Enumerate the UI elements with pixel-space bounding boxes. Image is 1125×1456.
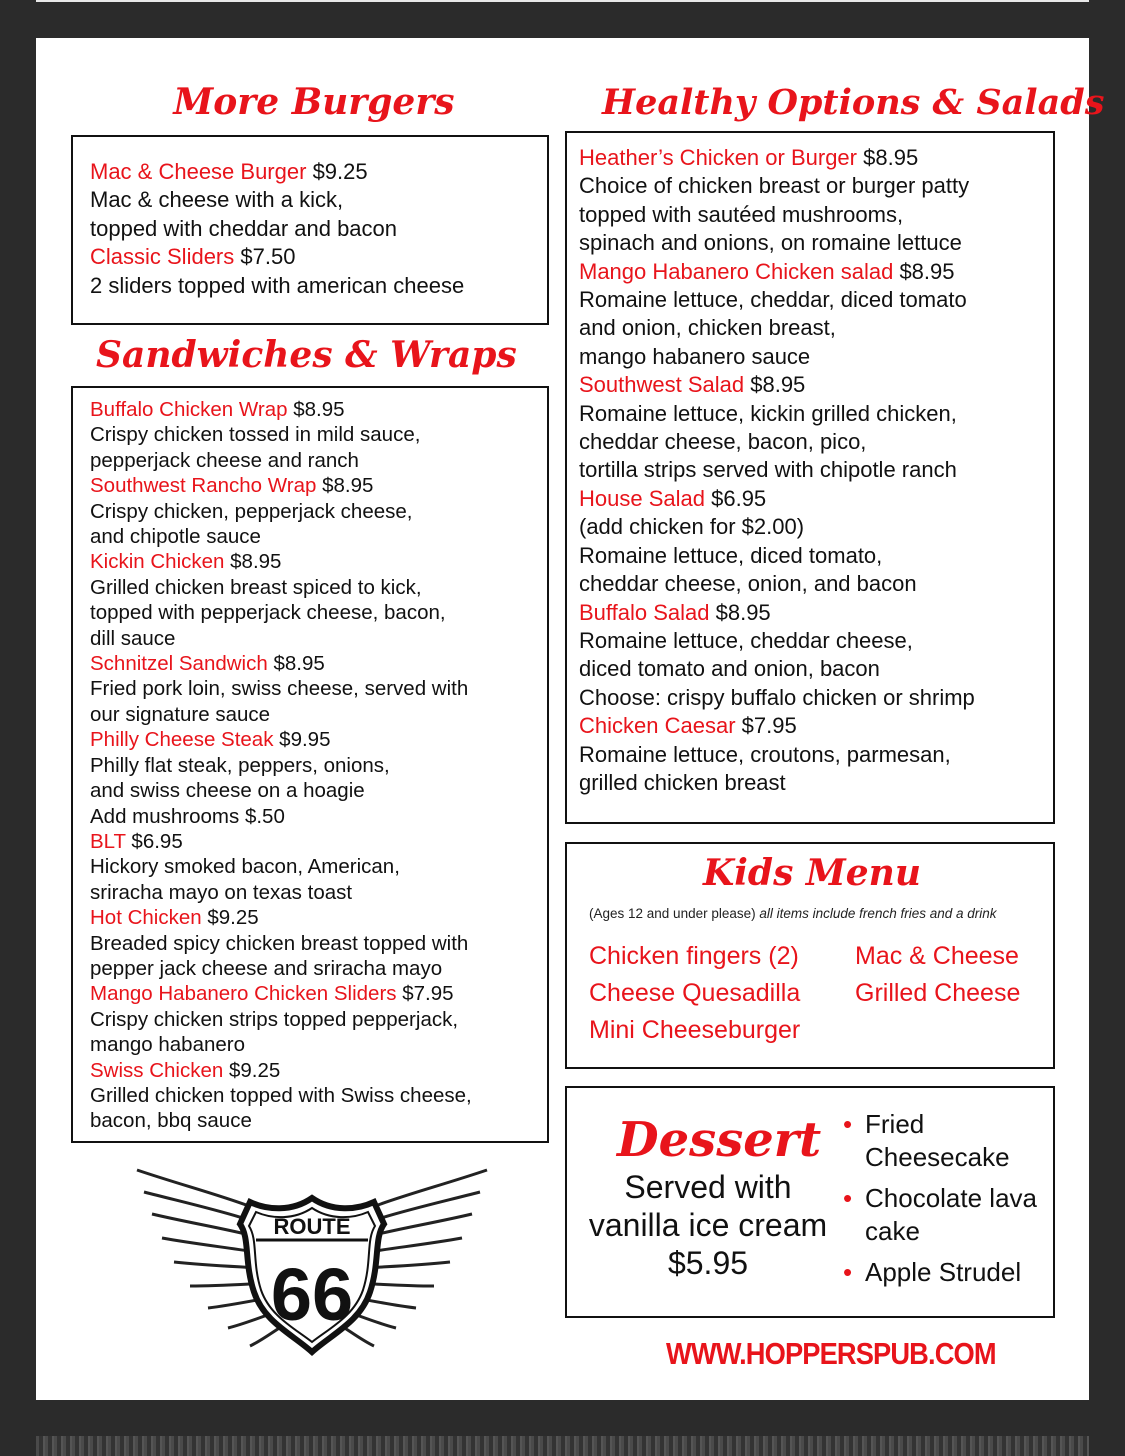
menu-item-desc: pepperjack cheese and ranch (90, 448, 359, 472)
menu-item-title: Southwest Salad $8.95 (579, 372, 806, 398)
svg-text:ROUTE: ROUTE (273, 1214, 351, 1239)
menu-item-desc: Philly flat steak, peppers, onions, (90, 753, 390, 777)
menu-item-desc: Grilled chicken breast spiced to kick, (90, 575, 422, 599)
menu-item-desc: diced tomato and onion, bacon (579, 656, 880, 682)
menu-item-title: Chicken Caesar $7.95 (579, 713, 797, 739)
menu-item-desc: Add mushrooms $.50 (90, 804, 285, 828)
menu-item-desc: and chipotle sauce (90, 525, 261, 549)
menu-item-desc: and onion, chicken breast, (579, 315, 836, 341)
menu-item-title: Philly Cheese Steak $9.95 (90, 728, 331, 752)
menu-item-desc: mango habanero (90, 1033, 246, 1057)
dessert-item: • Apple Strudel (843, 1256, 1055, 1289)
menu-item-desc: dill sauce (90, 626, 176, 650)
kids-item: Mac & Cheese (855, 942, 1019, 970)
menu-item-desc: Choice of chicken breast or burger patty (579, 173, 970, 199)
menu-item-desc: topped with cheddar and bacon (90, 215, 398, 241)
bottom-edge (36, 1436, 1089, 1456)
dessert-box (565, 1086, 1055, 1318)
dessert-item: • Fried Cheesecake (843, 1108, 1025, 1174)
menu-item-desc: Breaded spicy chicken breast topped with (90, 931, 469, 955)
menu-item-title: Schnitzel Sandwich $8.95 (90, 652, 325, 676)
dessert-heading: Dessert (617, 1112, 822, 1168)
menu-item-desc: tortilla strips served with chipotle ranch (579, 457, 957, 483)
website-url: WWW.HOPPERSPUB.COM (666, 1336, 996, 1371)
sandwiches-box (71, 386, 549, 1143)
burgers-box (71, 135, 549, 325)
menu-item-title: Classic Sliders $7.50 (90, 244, 296, 270)
menu-item-desc: Romaine lettuce, cheddar cheese, (579, 627, 913, 653)
menu-item-desc: Hickory smoked bacon, American, (90, 855, 400, 879)
dessert-item: • Chocolate lava cake (843, 1182, 1055, 1248)
menu-page (36, 38, 1105, 1400)
menu-item-desc: Crispy chicken tossed in mild sauce, (90, 423, 421, 447)
menu-item-desc: Crispy chicken, pepperjack cheese, (90, 499, 413, 523)
menu-item-title: Mango Habanero Chicken Sliders $7.95 (90, 982, 454, 1006)
menu-item-desc: (add chicken for $2.00) (579, 514, 805, 540)
kids-item: Grilled Cheese (855, 979, 1021, 1007)
menu-item-desc: topped with pepperjack cheese, bacon, (90, 601, 446, 625)
top-edge (36, 0, 1089, 2)
menu-item-desc: Mac & cheese with a kick, (90, 187, 344, 213)
menu-item-desc: 2 sliders topped with american cheese (90, 272, 465, 298)
svg-text:66: 66 (270, 1253, 354, 1336)
menu-item-title: Heather’s Chicken or Burger $8.95 (579, 145, 919, 170)
menu-item-title: Buffalo Salad $8.95 (579, 599, 771, 625)
menu-item-title: Mango Habanero Chicken salad $8.95 (579, 258, 955, 284)
dessert-description: Served with vanilla ice cream $5.95 (588, 1169, 828, 1281)
sandwiches-heading: Sandwiches & Wraps (96, 334, 517, 376)
kids-heading: Kids Menu (702, 852, 922, 894)
menu-item-desc: cheddar cheese, bacon, pico, (579, 429, 867, 455)
menu-item-desc: Choose: crispy buffalo chicken or shrimp (579, 684, 975, 710)
menu-item-desc: Crispy chicken strips topped pepperjack, (90, 1007, 459, 1031)
menu-item-desc: Romaine lettuce, kickin grilled chicken, (579, 400, 957, 426)
menu-item-title: Buffalo Chicken Wrap $8.95 (90, 398, 345, 421)
kids-column-right (855, 938, 1020, 1012)
menu-item-desc: Grilled chicken topped with Swiss cheese, (90, 1083, 472, 1107)
menu-item-desc: Romaine lettuce, cheddar, diced tomato (579, 287, 967, 313)
menu-item-title: Hot Chicken $9.25 (90, 906, 259, 930)
menu-item-desc: Fried pork loin, swiss cheese, served with (90, 677, 469, 701)
menu-item-desc: bacon, bbq sauce (90, 1109, 252, 1133)
menu-item-desc: our signature sauce (90, 702, 271, 726)
menu-item-desc: Romaine lettuce, diced tomato, (579, 542, 883, 568)
menu-item-title: Swiss Chicken $9.25 (90, 1058, 281, 1082)
kids-note: (Ages 12 and under please) all items include french fries and a drink (589, 906, 997, 921)
menu-item-desc: cheddar cheese, onion, and bacon (579, 571, 917, 597)
menu-item-desc: pepper jack cheese and sriracha mayo (90, 956, 443, 980)
dessert-list (843, 1108, 1055, 1297)
menu-item-title: House Salad $6.95 (579, 485, 767, 511)
kids-column-left (589, 938, 800, 1049)
kids-box (565, 842, 1055, 1069)
menu-item-desc: Romaine lettuce, croutons, parmesan, (579, 741, 951, 767)
menu-item-title: Southwest Rancho Wrap $8.95 (90, 474, 374, 498)
burgers-heading: More Burgers (173, 81, 455, 123)
menu-item-desc: sriracha mayo on texas toast (90, 880, 353, 904)
menu-item-desc: and swiss cheese on a hoagie (90, 779, 365, 803)
menu-item-desc: topped with sautéed mushrooms, (579, 201, 904, 227)
menu-item-title: Kickin Chicken $8.95 (90, 550, 282, 574)
kids-item: Cheese Quesadilla (589, 979, 801, 1007)
healthy-heading: Healthy Options & Salads (602, 82, 1105, 123)
kids-item: Chicken fingers (2) (589, 942, 799, 970)
menu-item-desc: grilled chicken breast (579, 769, 786, 795)
menu-item-desc: mango habanero sauce (579, 343, 811, 369)
route-66-logo (132, 1162, 492, 1362)
healthy-box (565, 131, 1055, 824)
menu-item-title: BLT $6.95 (90, 829, 183, 853)
kids-item: Mini Cheeseburger (589, 1016, 801, 1044)
menu-item-desc: spinach and onions, on romaine lettuce (579, 230, 962, 256)
menu-item-title: Mac & Cheese Burger $9.25 (90, 159, 368, 184)
